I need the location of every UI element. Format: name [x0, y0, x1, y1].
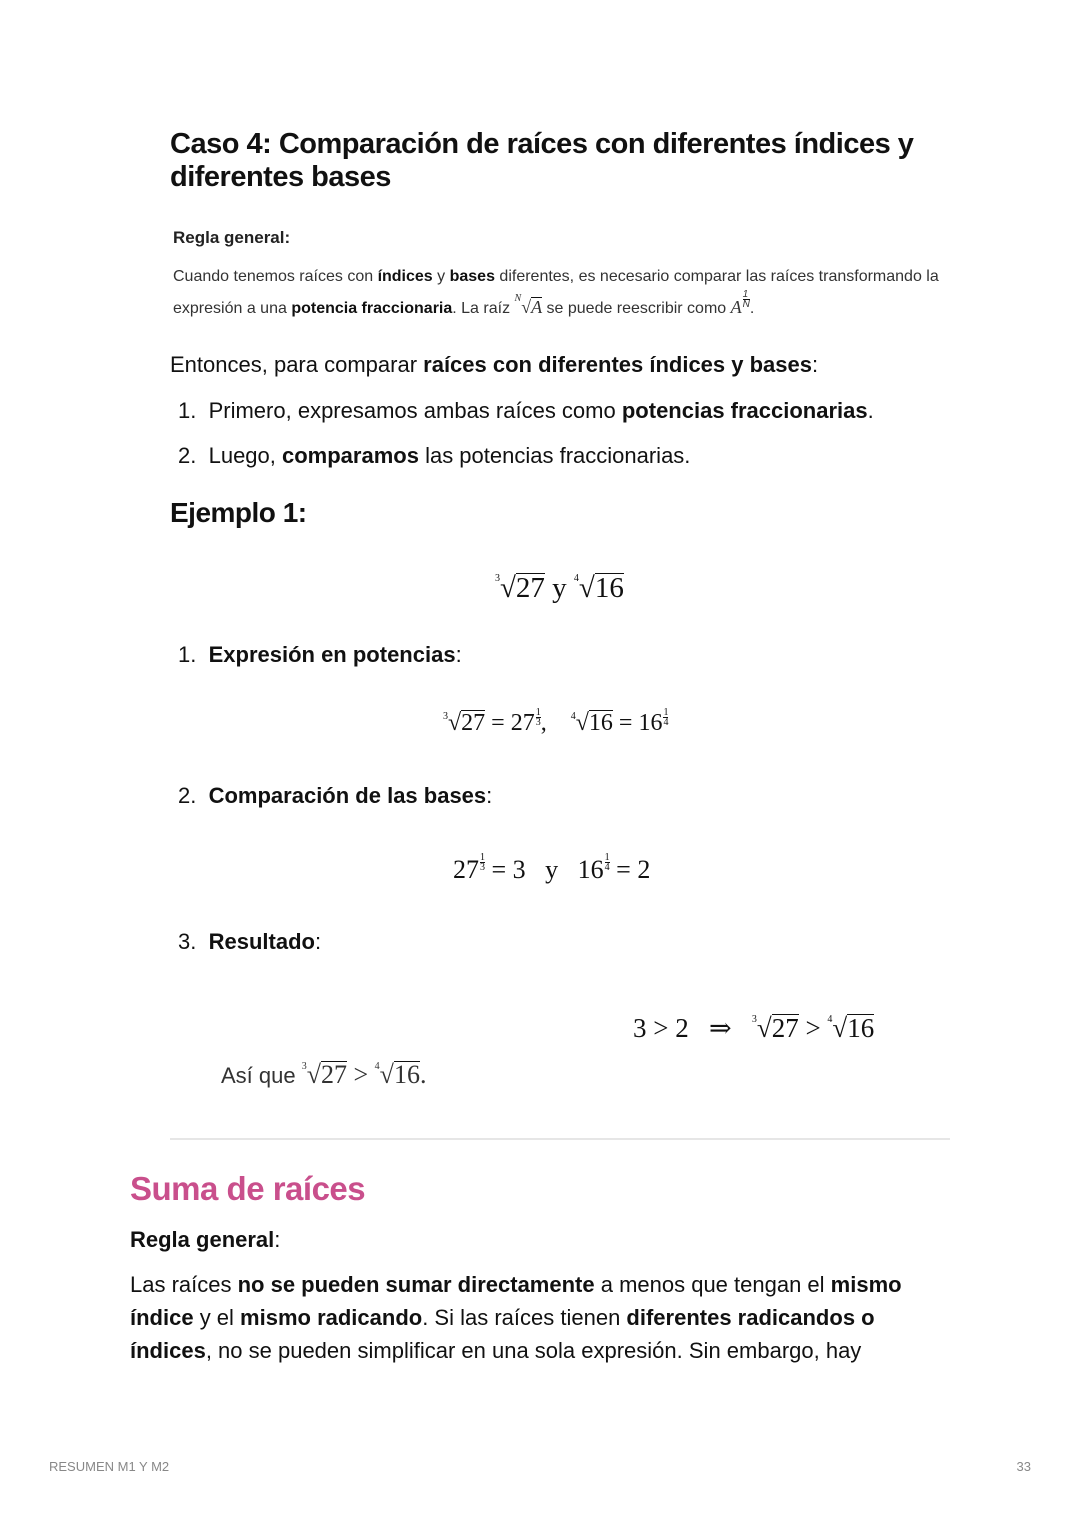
paragraph-segment: a menos que tengan el: [594, 1272, 831, 1297]
paragraph-segment: mismo radicando: [240, 1305, 423, 1330]
paragraph-segment: no se pueden sumar directamente: [237, 1272, 595, 1297]
step-1: 1. Primero, expresamos ambas raíces como potencias fraccionarias.: [178, 398, 874, 423]
nth-root: N√A: [514, 293, 543, 317]
math-powers: 3√27 = 27 $\frac{1}{3}$ , 4√16 = 16 $\frac{1}{4}$: [443, 707, 669, 736]
paragraph-segment: , no se pueden simplificar en una sola expresión. Sin embargo, hay: [205, 1338, 862, 1363]
paragraph-segment: mismo índice: [130, 1272, 902, 1330]
example-expression: 3√27 y 4√16: [495, 572, 624, 604]
rule-heading: Regla general:: [173, 228, 291, 247]
example-heading: Ejemplo 1:: [170, 497, 307, 528]
page-number: 33: [1016, 1459, 1031, 1474]
substep-1: 1. Expresión en potencias:: [178, 642, 462, 667]
math-bases: 27 $\frac{1}{3}$ = 3 y 16 $\frac{1}{4}$ = 2: [453, 852, 651, 884]
substep-2: 2. Comparación de las bases:: [178, 783, 493, 808]
paragraph-segment: diferentes radicandos o índices: [130, 1305, 875, 1363]
paragraph-segment: . Si las raíces tienen: [422, 1305, 627, 1330]
footer-title: RESUMEN M1 Y M2: [49, 1459, 170, 1474]
paragraph-segment: y el: [193, 1305, 241, 1330]
section-rule-label: Regla general:: [130, 1227, 281, 1252]
step-2: 2. Luego, comparamos las potencias fraccionarias.: [178, 443, 691, 468]
rule-text: Cuando tenemos raíces con índices y bases diferentes, es necesario comparar las raíces transformando la expresión a una potencia fraccionaria. La raíz N√A se puede reescribir como A $\frac{1}{N}$ .: [173, 262, 973, 324]
math-result: 3 > 2 ⇒ 3√27 > 4√16: [633, 1013, 875, 1043]
case-title: Caso 4: Comparación de raíces con diferentes índices y diferentes bases: [170, 128, 914, 193]
section-heading: Suma de raíces: [130, 1170, 366, 1207]
paragraph-segment: Las raíces: [130, 1272, 238, 1297]
intro-text: Entonces, para comparar raíces con diferentes índices y bases:: [170, 352, 819, 377]
conclusion: Así que 3√27 > 4√16.: [221, 1060, 427, 1089]
divider: [170, 1138, 950, 1140]
section-paragraph: [130, 1268, 950, 1367]
substep-3: 3. Resultado:: [178, 929, 322, 954]
